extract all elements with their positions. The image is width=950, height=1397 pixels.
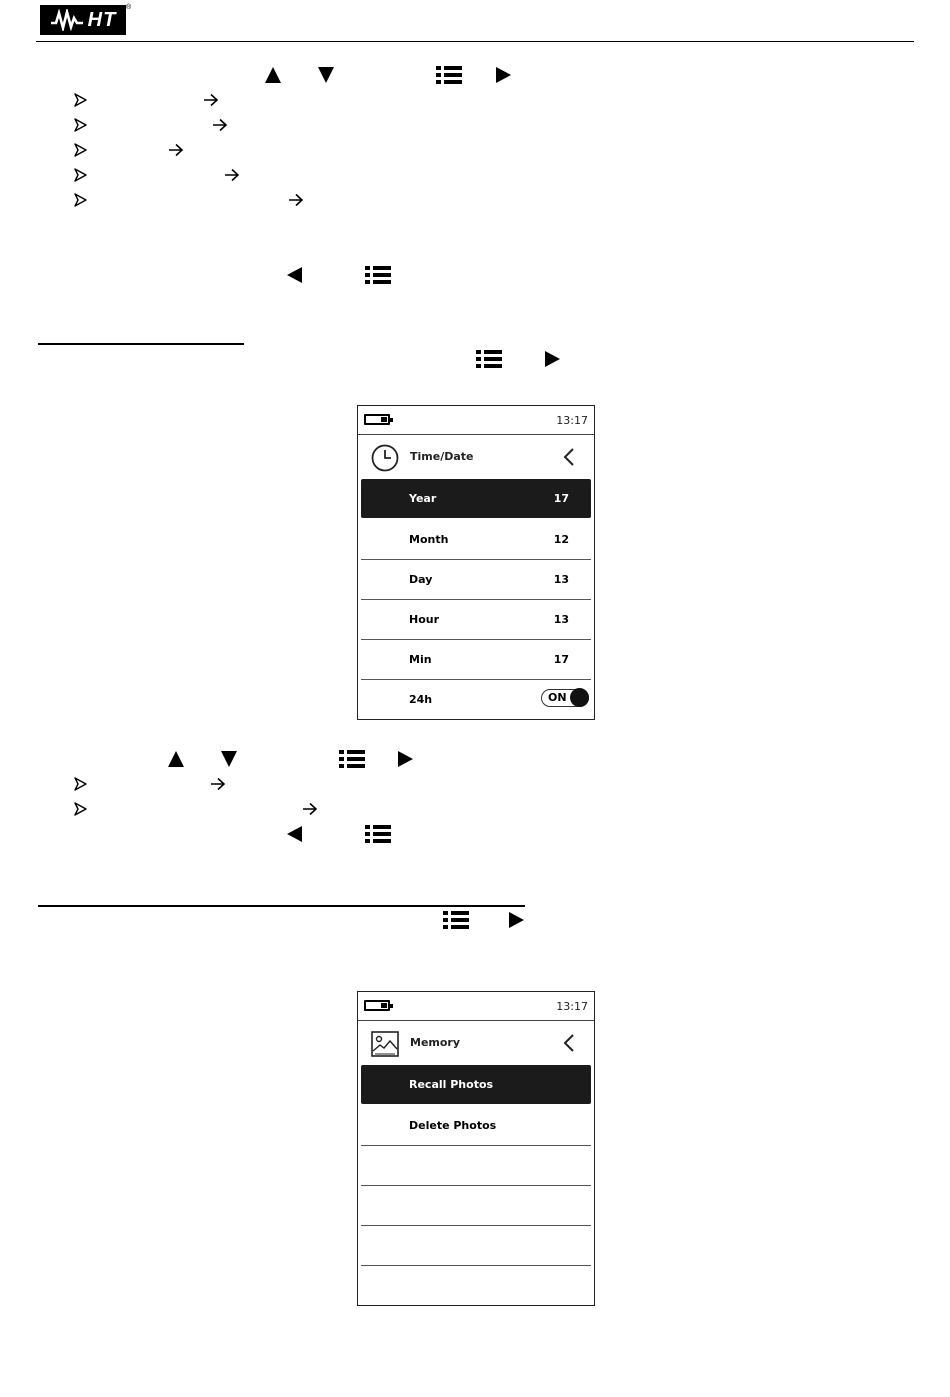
menu-row-empty [361,1146,591,1186]
menu-row-empty [361,1186,591,1226]
menu-key-icon [436,66,462,84]
down-arrow-key-icon [220,750,238,768]
toggle-state: ON [548,691,567,704]
right-arrow-key-icon [396,750,414,768]
menu-row-delete-photos[interactable] [361,1106,591,1146]
row-value: 13 [553,613,569,626]
registered-mark: ® [126,4,132,11]
bullet-icon [73,777,87,791]
toggle-knob [570,688,589,707]
row-label: Delete Photos [409,1119,497,1132]
menu-key-icon [443,911,469,929]
bullet-icon [73,93,87,107]
right-arrow-icon [168,143,184,157]
menu-row-empty [361,1226,591,1266]
section-heading-underline [38,343,244,345]
bullet-icon [73,193,87,207]
back-chevron-icon[interactable] [562,1033,576,1053]
row-value: 17 [553,492,569,505]
battery-icon [364,414,390,425]
menu-header [358,435,594,479]
menu-key-icon [365,825,391,843]
menu-key-icon [339,750,365,768]
down-arrow-key-icon [317,66,335,84]
menu-title: Time/Date [410,450,474,463]
bullet-icon [73,168,87,182]
wave-logo-icon [50,9,84,31]
menu-header [358,1021,594,1065]
clock-icon [370,443,400,473]
right-arrow-icon [224,168,240,182]
bullet-icon [73,143,87,157]
left-arrow-key-icon [286,825,304,843]
menu-title: Memory [410,1036,461,1049]
right-arrow-icon [212,118,228,132]
image-icon [370,1029,400,1059]
row-label: Year [409,492,437,505]
bullet-icon [73,118,87,132]
menu-row-year[interactable] [361,479,591,518]
row-label: Min [409,653,432,666]
row-value: 13 [553,573,569,586]
menu-row-hour[interactable] [361,600,591,640]
up-arrow-key-icon [167,750,185,768]
row-label: Hour [409,613,440,626]
row-label: Recall Photos [409,1078,494,1091]
right-arrow-icon [302,802,318,816]
row-value: 17 [553,653,569,666]
menu-row-min[interactable] [361,640,591,680]
menu-row-24h[interactable] [361,680,591,719]
row-label: 24h [409,693,433,706]
right-arrow-icon [210,777,226,791]
menu-row-day[interactable] [361,560,591,600]
status-time: 13:17 [556,1000,588,1013]
menu-row-month[interactable] [361,520,591,560]
section-heading-underline [38,905,525,907]
right-arrow-icon [203,93,219,107]
header-rule [36,41,914,42]
menu-key-icon [476,350,502,368]
up-arrow-key-icon [264,66,282,84]
right-arrow-icon [288,193,304,207]
menu-key-icon [365,266,391,284]
back-chevron-icon[interactable] [562,447,576,467]
status-bar [358,406,594,435]
right-arrow-key-icon [543,350,561,368]
24h-toggle[interactable] [541,689,589,707]
status-time: 13:17 [556,414,588,427]
row-value: 12 [553,533,569,546]
right-arrow-key-icon [494,66,512,84]
row-label: Day [409,573,433,586]
time-date-screen [357,405,595,720]
left-arrow-key-icon [286,266,304,284]
memory-screen [357,991,595,1306]
bullet-icon [73,802,87,816]
battery-icon [364,1000,390,1011]
logo-text: HT [87,8,117,31]
ht-logo [40,5,126,35]
menu-row-recall-photos[interactable] [361,1065,591,1104]
status-bar [358,992,594,1021]
row-label: Month [409,533,449,546]
right-arrow-key-icon [507,911,525,929]
